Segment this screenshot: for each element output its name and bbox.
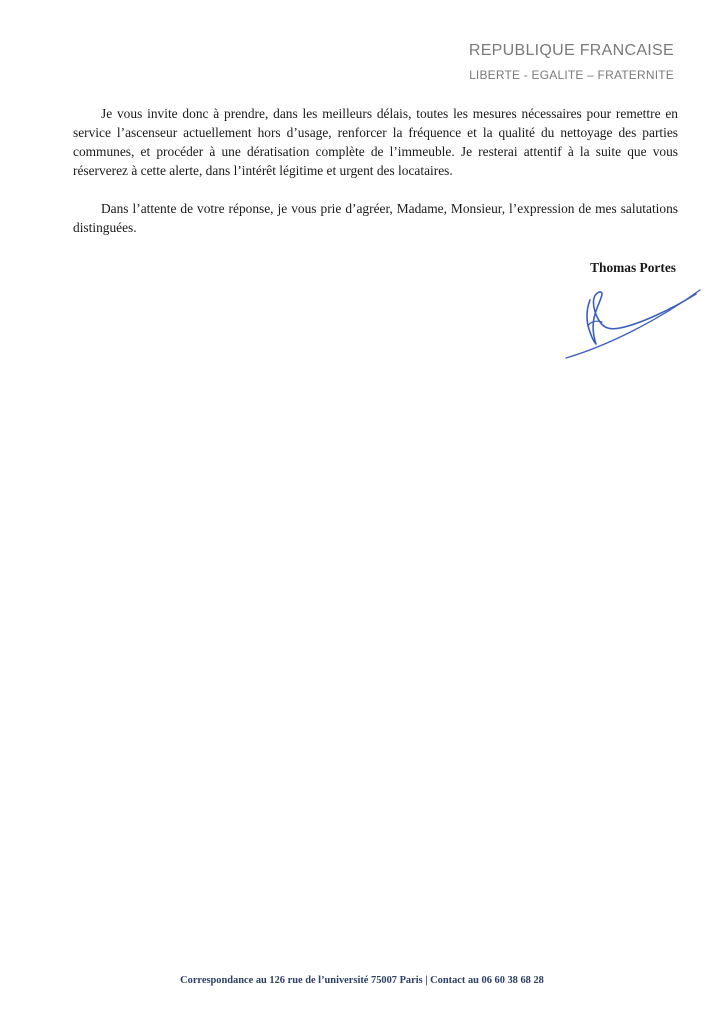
signatory-name: Thomas Portes [590,260,676,275]
footer-contact: Correspondance au 126 rue de l’université 75007 Paris | Contact au 06 60 38 68 28 [180,975,544,986]
letter-body [73,104,678,256]
body-paragraph-2: Dans l’attente de votre réponse, je vous prie d’agréer, Madame, Monsieur, l’expression de mes salutations distinguées. [73,201,678,235]
handwritten-signature [560,282,704,364]
letterhead [469,40,674,84]
letterhead-title: REPUBLIQUE FRANCAISE [468,42,674,59]
body-paragraph-1: Je vous invite donc à prendre, dans les meilleurs délais, toutes les mesures nécessaires pour remettre en service l’ascenseur actuellement hors d’usage, renforcer la fréquence et la qualité du nettoyage des parties communes, et procéder à une dératisation complète de l’immeuble. Je resterai attentif à la suite que vous réserverez à cette alerte, dans l’intérêt légitime et urgent des locataires. [73,106,678,178]
letterhead-motto: LIBERTE - EGALITE – FRATERNITE [469,68,674,82]
